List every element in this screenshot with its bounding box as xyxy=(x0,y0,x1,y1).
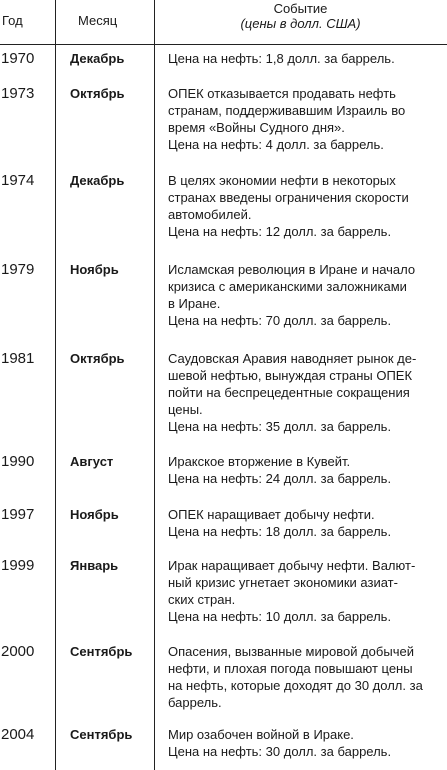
row-event: Ирак наращивает добычу нефти. Валют- ный кризис угнетает экономики азиат- ских стран. Цена на нефть: 10 долл. за баррель. xyxy=(168,558,416,624)
row-year: 1999 xyxy=(1,557,35,574)
header-year: Год xyxy=(2,13,23,28)
row-year: 1970 xyxy=(1,50,35,67)
header-rule xyxy=(0,44,447,45)
row-year: 2000 xyxy=(1,643,35,660)
row-event: Иракское вторжение в Кувейт. Цена на нефть: 24 долл. за баррель. xyxy=(168,454,392,486)
row-month: Октябрь xyxy=(70,351,125,366)
row-month: Декабрь xyxy=(70,173,125,188)
column-divider-year-month xyxy=(55,0,56,770)
row-year: 1973 xyxy=(1,85,35,102)
row-year: 1997 xyxy=(1,506,35,523)
row-month: Ноябрь xyxy=(70,262,119,277)
row-month: Октябрь xyxy=(70,86,125,101)
row-event: Саудовская Аравия наводняет рынок де- шевой нефтью, вынуждая страны ОПЕК пойти на беспрецедентные сокращения цены. Цена на нефть: 35 долл. за баррель. xyxy=(168,351,417,434)
row-year: 2004 xyxy=(1,726,35,743)
row-event: Мир озабочен войной в Ираке. Цена на нефть: 30 долл. за баррель. xyxy=(168,727,392,759)
header-event-subtitle: (цены в долл. США) xyxy=(240,16,361,31)
row-event: Опасения, вызванные мировой добычей нефти, и плохая погода повышают цены на нефть, которые доходят до 30 долл. за баррель. xyxy=(168,644,423,710)
row-year: 1979 xyxy=(1,261,35,278)
header-month: Месяц xyxy=(78,13,118,28)
row-month: Декабрь xyxy=(70,51,125,66)
row-year: 1990 xyxy=(1,453,35,470)
header-event xyxy=(154,1,447,31)
row-event: В целях экономии нефти в некоторых странах введены ограничения скорости автомобилей. Цена на нефть: 12 долл. за баррель. xyxy=(168,173,409,239)
row-year: 1981 xyxy=(1,350,35,367)
row-month: Сентябрь xyxy=(70,727,133,742)
row-event: ОПЕК наращивает добычу нефти. Цена на нефть: 18 долл. за баррель. xyxy=(168,507,392,539)
row-event: Исламская революция в Иране и начало кризиса с американскими заложниками в Иране. Цена на нефть: 70 долл. за баррель. xyxy=(168,262,416,328)
row-event: Цена на нефть: 1,8 долл. за баррель. xyxy=(168,51,395,66)
header-event-title: Событие xyxy=(273,1,328,16)
column-divider-month-event xyxy=(154,0,155,770)
row-event: ОПЕК отказывается продавать нефть странам, поддерживавшим Израиль во время «Войны Судного дня». Цена на нефть: 4 долл. за баррель. xyxy=(168,86,406,152)
row-month: Август xyxy=(70,454,114,469)
row-year: 1974 xyxy=(1,172,35,189)
row-month: Сентябрь xyxy=(70,644,133,659)
table-header xyxy=(0,0,447,44)
row-month: Январь xyxy=(70,558,119,573)
row-month: Ноябрь xyxy=(70,507,119,522)
